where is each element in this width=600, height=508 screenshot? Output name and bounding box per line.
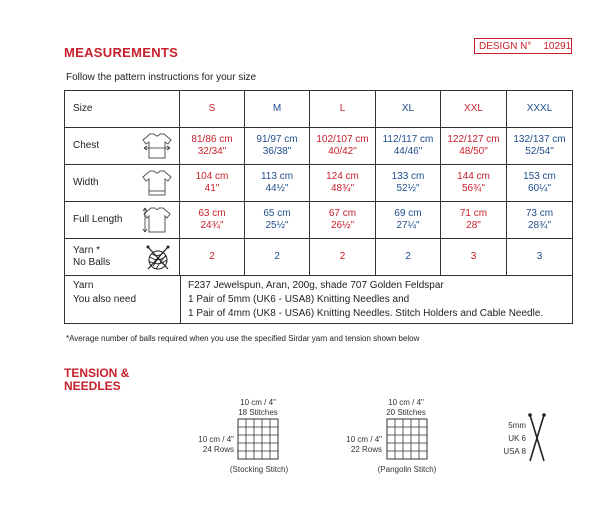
design-number-box [474, 38, 572, 54]
chest-s: 81/86 cm 32/34" [180, 128, 245, 165]
length-label: Full Length [73, 214, 123, 225]
yarn-info-row [65, 276, 573, 324]
chest-xxxl: 132/137 cm 52/54" [507, 128, 573, 165]
length-label-cell [65, 202, 180, 239]
balls-s: 2 [180, 239, 245, 276]
size-m: M [245, 91, 310, 128]
needle-usa: USA 8 [503, 447, 526, 456]
yarn-balls-row [65, 239, 573, 276]
yarn-desc: F237 Jewelspun, Aran, 200g, shade 707 Golden Feldspar [188, 280, 444, 291]
swatch1-grid-icon [237, 418, 279, 460]
needle-uk: UK 6 [508, 434, 526, 443]
size-label: Size [65, 91, 180, 128]
swatch2-stitches: 20 Stitches [386, 408, 426, 417]
width-label: Width [73, 177, 99, 188]
length-row [65, 202, 573, 239]
width-xl: 133 cm 52½" [376, 165, 441, 202]
width-garment-icon [141, 169, 173, 197]
need-line-2: 1 Pair of 4mm (UK8 - USA6) Knitting Needles. Stitch Holders and Cable Needle. [188, 308, 544, 319]
chest-row [65, 128, 573, 165]
chest-label-cell [65, 128, 180, 165]
balls-l: 2 [310, 239, 376, 276]
tension-title [64, 367, 129, 393]
footnote: *Average number of balls required when you use the specified Sirdar yarn and tension shown below [66, 334, 420, 343]
swatch2-width: 10 cm / 4" [388, 398, 424, 407]
chest-m: 91/97 cm 36/38" [245, 128, 310, 165]
chest-xl: 112/117 cm 44/46" [376, 128, 441, 165]
swatch2-height: 10 cm / 4" [346, 435, 382, 444]
width-xxxl: 153 cm 60¼" [507, 165, 573, 202]
need-label: You also need [73, 294, 137, 305]
width-l: 124 cm 48¾" [310, 165, 376, 202]
balls-xl: 2 [376, 239, 441, 276]
balls-xxl: 3 [441, 239, 507, 276]
chest-garment-icon [141, 132, 173, 160]
width-row [65, 165, 573, 202]
yarn-label: Yarn [73, 280, 94, 291]
tension-title-1: TENSION & [64, 366, 130, 380]
length-s: 63 cm 24¾" [180, 202, 245, 239]
chest-label: Chest [73, 140, 100, 151]
yarn-ball-icon [143, 243, 173, 271]
size-xxl: XXL [441, 91, 507, 128]
width-xxl: 144 cm 56¾" [441, 165, 507, 202]
size-xl: XL [376, 91, 441, 128]
width-label-cell [65, 165, 180, 202]
size-s: S [180, 91, 245, 128]
swatch1-caption: (Stocking Stitch) [229, 465, 289, 474]
page-title: MEASUREMENTS [64, 45, 179, 60]
yarn-balls-label-cell [65, 239, 180, 276]
size-xxxl: XXXL [507, 91, 573, 128]
need-line-1: 1 Pair of 5mm (UK6 - USA8) Knitting Needles and [188, 294, 410, 305]
tension-title-2: NEEDLES [64, 379, 121, 393]
length-garment-icon [141, 205, 173, 235]
swatch1-stitches: 18 Stitches [238, 408, 278, 417]
width-s: 104 cm 41" [180, 165, 245, 202]
needle-size: 5mm [508, 421, 526, 430]
yarn-balls-label-1: Yarn * [73, 245, 101, 256]
balls-xxxl: 3 [507, 239, 573, 276]
subtitle: Follow the pattern instructions for your size [66, 72, 257, 83]
swatch1-height: 10 cm / 4" [198, 435, 234, 444]
yarn-info-cell [65, 276, 573, 324]
swatch1-width: 10 cm / 4" [240, 398, 276, 407]
length-xl: 69 cm 27¼" [376, 202, 441, 239]
swatch2-rows: 22 Rows [350, 445, 382, 454]
length-xxl: 71 cm 28" [441, 202, 507, 239]
balls-m: 2 [245, 239, 310, 276]
size-row [65, 91, 573, 128]
design-label: DESIGN N° [479, 41, 532, 52]
swatch2-caption: (Pangolin Stitch) [377, 465, 437, 474]
length-xxxl: 73 cm 28¾" [507, 202, 573, 239]
design-number: 10291 [543, 41, 572, 52]
yarn-balls-label-2: No Balls [73, 257, 111, 268]
chest-xxl: 122/127 cm 48/50" [441, 128, 507, 165]
swatch2-grid-icon [386, 418, 428, 460]
length-l: 67 cm 26½" [310, 202, 376, 239]
chest-l: 102/107 cm 40/42" [310, 128, 376, 165]
knitting-needles-icon [526, 412, 548, 464]
swatch1-rows: 24 Rows [202, 445, 234, 454]
length-m: 65 cm 25½" [245, 202, 310, 239]
size-l: L [310, 91, 376, 128]
width-m: 113 cm 44½" [245, 165, 310, 202]
measurements-table [64, 90, 573, 324]
